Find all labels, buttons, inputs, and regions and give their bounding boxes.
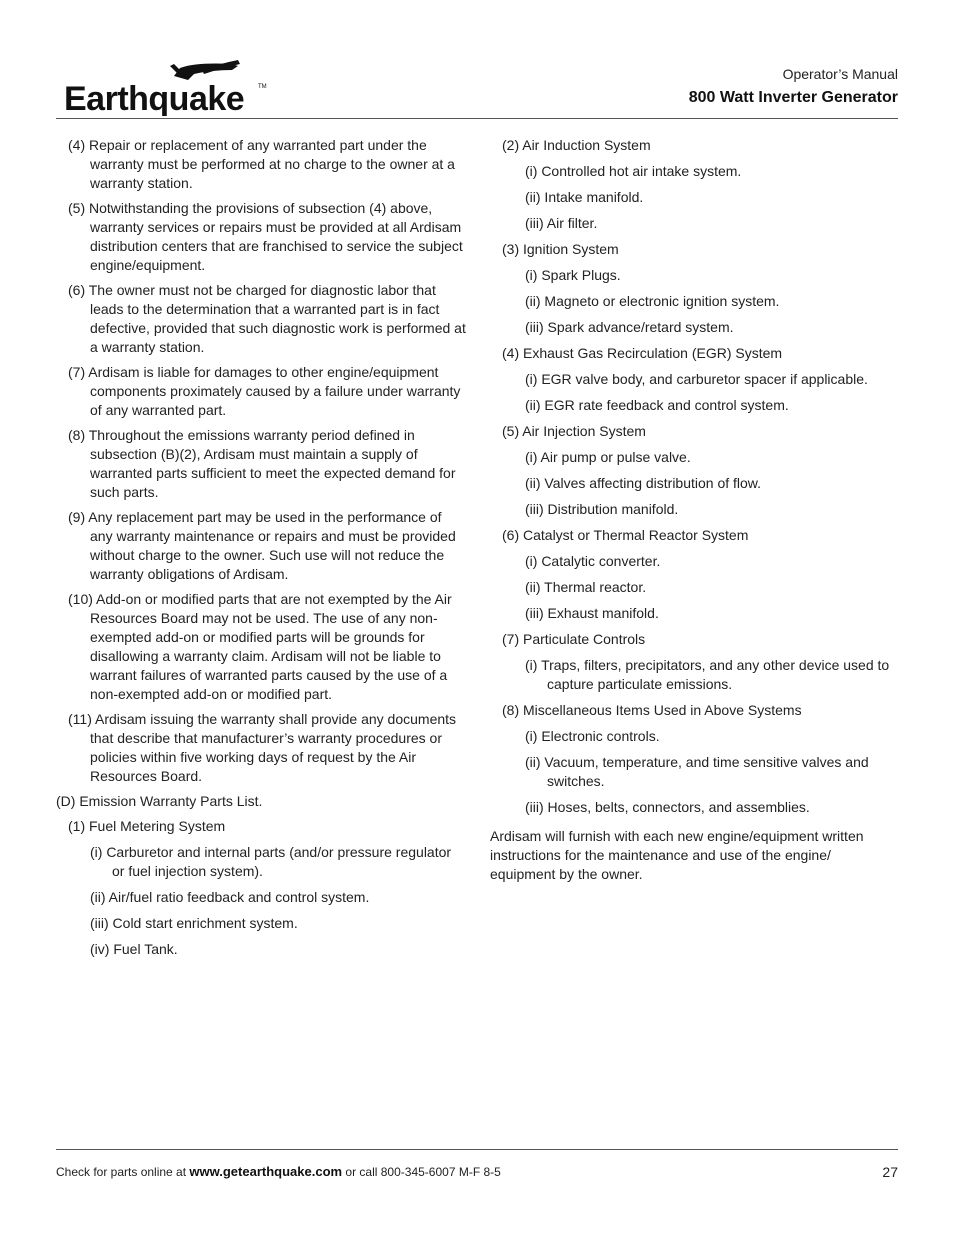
logo-wordmark: Earthquake [64, 80, 245, 116]
parts-list-item: (ii) Vacuum, temperature, and time sensitive valves and switches. [525, 754, 869, 789]
parts-list-item: (ii) Thermal reactor. [525, 579, 647, 595]
group-heading-particulate: (7) Particulate Controls [502, 631, 646, 647]
group-heading-egr: (4) Exhaust Gas Recirculation (EGR) System [502, 345, 783, 361]
parts-list-item: (iii) Air filter. [525, 215, 598, 231]
footer-prefix: Check for parts online at [56, 1165, 190, 1179]
warranty-clause-4: (4) Repair or replacement of any warranted part under the warranty must be performed at no charge to the owner at a warranty station. [68, 137, 455, 191]
warranty-clause-8: (8) Throughout the emissions warranty period defined in subsection (B)(2), Ardisam must maintain a supply of warranted parts sufficient to meet the expected demand for such parts. [68, 427, 456, 500]
parts-list-item: (i) Electronic controls. [525, 728, 660, 744]
page-number: 27 [882, 1164, 898, 1180]
header-divider [56, 118, 898, 119]
parts-list-item: (ii) Valves affecting distribution of flow. [525, 475, 762, 491]
closing-paragraph: Ardisam will furnish with each new engine/equipment written instructions for the maintenance and use of the engine/ equipment by the owner. [490, 828, 864, 882]
group-heading-air-injection: (5) Air Injection System [502, 423, 646, 439]
group-heading-air-induction: (2) Air Induction System [502, 137, 651, 153]
section-d-heading: (D) Emission Warranty Parts List. [56, 793, 263, 809]
group-heading-catalyst: (6) Catalyst or Thermal Reactor System [502, 527, 749, 543]
group-heading-miscellaneous: (8) Miscellaneous Items Used in Above Systems [502, 702, 802, 718]
left-column [56, 136, 466, 966]
fuel-metering-item: (iii) Cold start enrichment system. [90, 915, 298, 931]
parts-list-item: (ii) Magneto or electronic ignition system. [525, 293, 780, 309]
group-heading-ignition: (3) Ignition System [502, 241, 619, 257]
product-title: 800 Watt Inverter Generator [688, 89, 898, 106]
parts-list-item: (ii) Intake manifold. [525, 189, 644, 205]
footer-phone-text: or call 800-345-6007 M-F 8-5 [342, 1165, 501, 1179]
parts-list-item: (i) Controlled hot air intake system. [525, 163, 742, 179]
page-footer [56, 1164, 898, 1184]
parts-list-item: (iii) Distribution manifold. [525, 501, 679, 517]
fuel-metering-item: (i) Carburetor and internal parts (and/or pressure regulator or fuel injection system). [90, 844, 452, 879]
parts-list-item: (i) EGR valve body, and carburetor spacer if applicable. [525, 371, 868, 387]
parts-website-link[interactable]: www.getearthquake.com [189, 1164, 343, 1179]
parts-list-item: (iii) Exhaust manifold. [525, 605, 659, 621]
trademark-symbol: TM [258, 84, 267, 90]
warranty-clause-10: (10) Add-on or modified parts that are not exempted by the Air Resources Board may not be used. The use of any non-exempted add-on or modified parts will be grounds for disallowing a warranty claim. Ardisam will not be liable to warrant failures of warranted parts caused by the use of a non-exempted add-on or modified part. [68, 591, 452, 702]
parts-list-item: (iii) Spark advance/retard system. [525, 319, 734, 335]
warranty-clause-11: (11) Ardisam issuing the warranty shall provide any documents that describe that manufacturer’s warranty procedures or policies within five working days of request by the Air Resources Board. [68, 711, 457, 784]
parts-list-item: (i) Air pump or pulse valve. [525, 449, 691, 465]
fuel-metering-heading: (1) Fuel Metering System [68, 818, 226, 834]
earthquake-logo [62, 60, 268, 116]
parts-list-item: (iii) Hoses, belts, connectors, and assemblies. [525, 799, 810, 815]
fuel-metering-item: (ii) Air/fuel ratio feedback and control system. [90, 889, 370, 905]
footer-divider [56, 1149, 898, 1150]
parts-list-item: (i) Catalytic converter. [525, 553, 661, 569]
parts-list-item: (i) Spark Plugs. [525, 267, 621, 283]
warranty-clause-6: (6) The owner must not be charged for diagnostic labor that leads to the determination that a warranted part is in fact defective, provided that such diagnostic work is performed at a warranty station. [68, 282, 466, 355]
warranty-clause-9: (9) Any replacement part may be used in the performance of any warranty maintenance or repairs and must be provided without charge to the owner. Such use will not reduce the warranty obligations of Ardisam. [68, 509, 456, 582]
warranty-clause-5: (5) Notwithstanding the provisions of subsection (4) above, warranty services or repairs must be provided at all Ardisam distribution centers that are franchised to service the subject engine/equipment. [68, 200, 463, 273]
parts-list-item: (ii) EGR rate feedback and control system. [525, 397, 789, 413]
parts-list-item: (i) Traps, filters, precipitators, and any other device used to capture particulate emissions. [525, 657, 890, 692]
page-header [56, 56, 898, 118]
right-column [490, 136, 900, 890]
fuel-metering-item: (iv) Fuel Tank. [90, 941, 178, 957]
warranty-clause-7: (7) Ardisam is liable for damages to other engine/equipment components proximately caused by a failure under warranty of any warranted part. [68, 364, 461, 418]
manual-label: Operator’s Manual [782, 66, 898, 82]
